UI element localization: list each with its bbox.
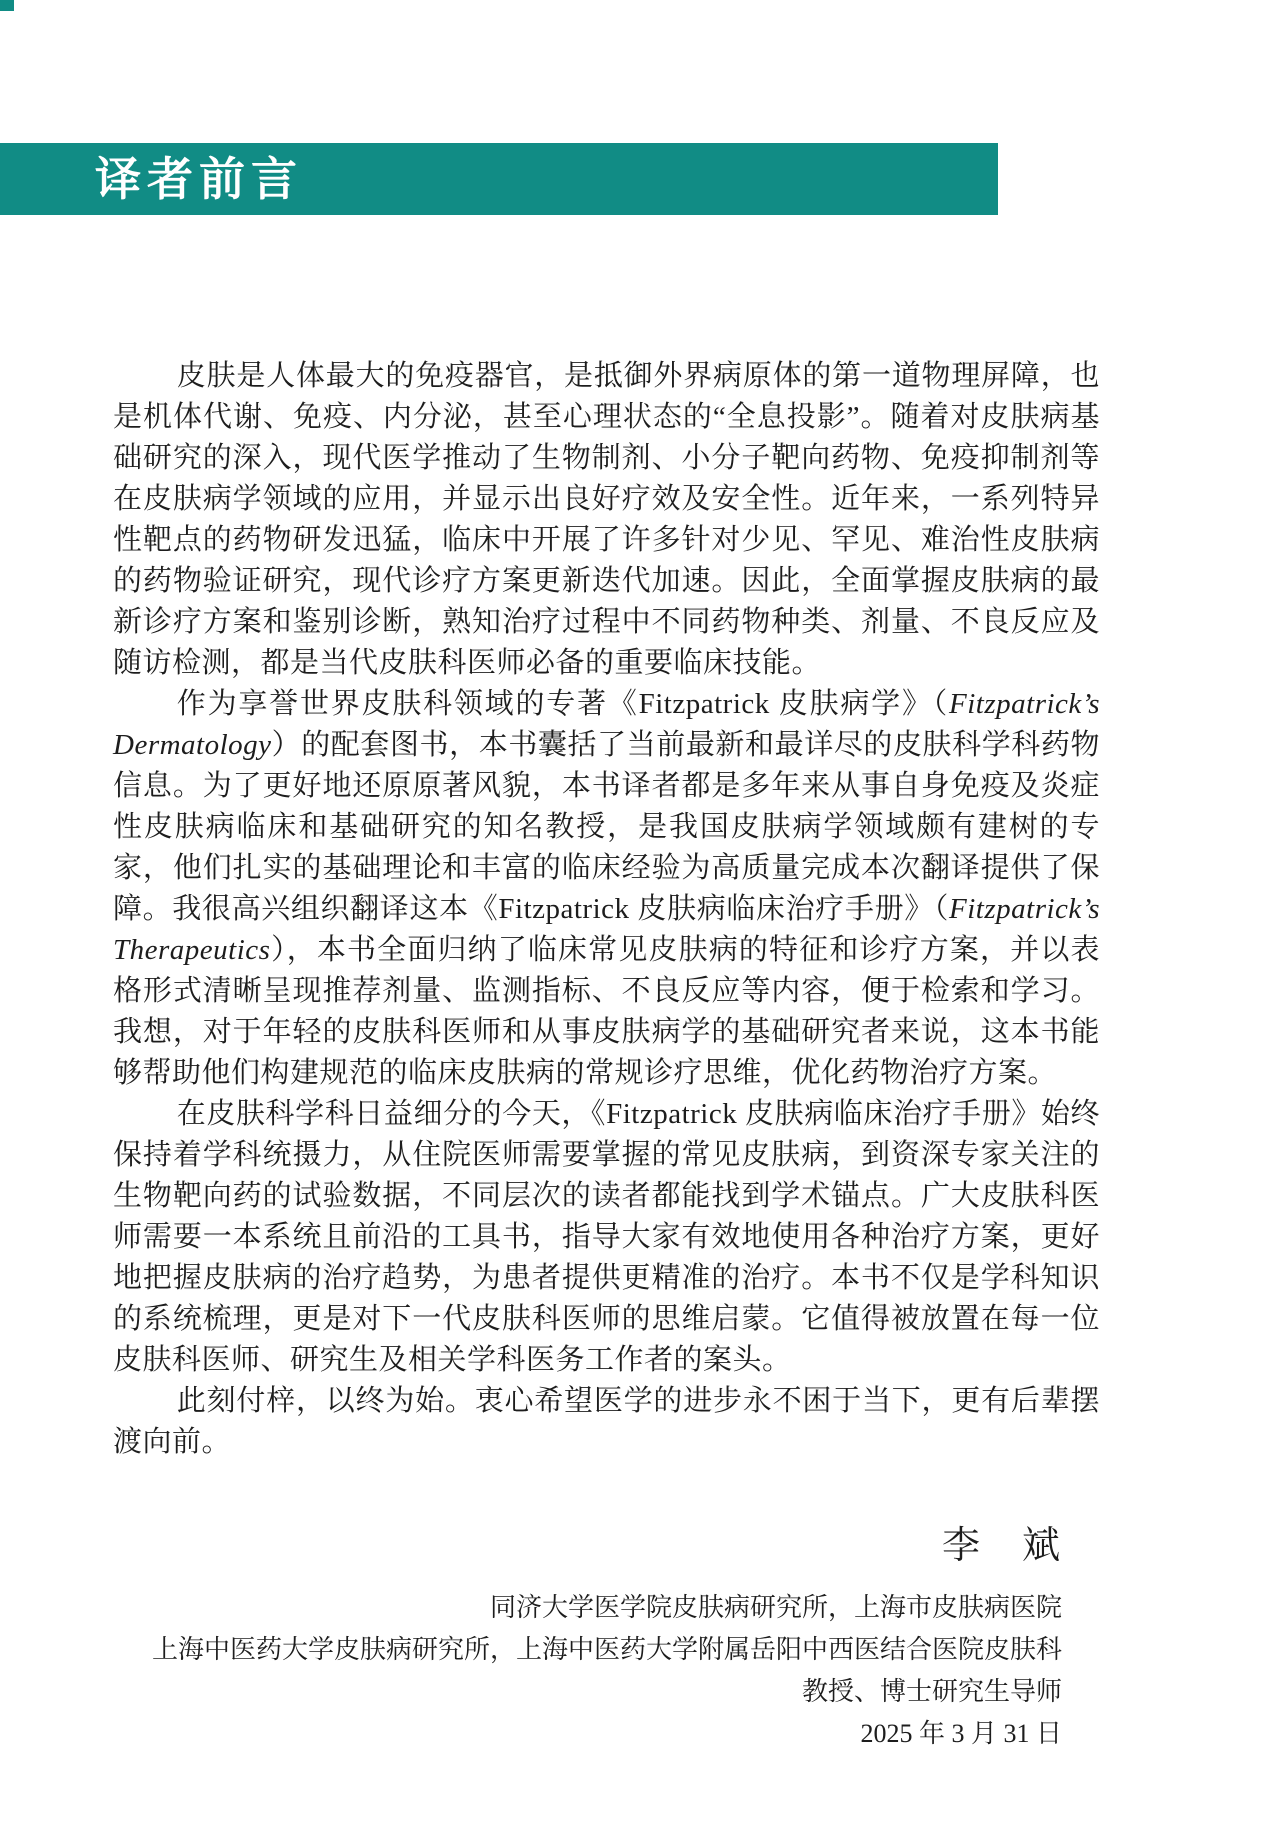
translator-name: 李 斌 bbox=[941, 1525, 1062, 1567]
affiliation-line-2: 上海中医药大学皮肤病研究所，上海中医药大学附属岳阳中西医结合医院皮肤科 bbox=[151, 1635, 1062, 1664]
signature-block bbox=[113, 1519, 1100, 1755]
preface-paragraphs bbox=[113, 356, 1100, 1463]
preface-paragraph: 皮肤是人体最大的免疫器官，是抵御外界病原体的第一道物理屏障，也是机体代谢、免疫、内分泌，甚至心理状态的“全息投影”。随着对皮肤病基础研究的深入，现代医学推动了生物制剂、小分子靶向药物、免疫抑制剂等在皮肤病学领域的应用，并显示出良好疗效及安全性。近年来，一系列特异性靶点的药物研发迅猛，临床中开展了许多针对少见、罕见、难治性皮肤病的药物验证研究，现代诊疗方案更新迭代加速。因此，全面掌握皮肤病的最新诊疗方案和鉴别诊断，熟知治疗过程中不同药物种类、剂量、不良反应及随访检测，都是当代皮肤科医师必备的重要临床技能。 bbox=[113, 360, 1100, 679]
preface-content bbox=[113, 356, 1100, 1755]
preface-paragraph: 在皮肤科学科日益细分的今天，《Fitzpatrick 皮肤病临床治疗手册》始终保持着学科统摄力，从住院医师需要掌握的常见皮肤病，到资深专家关注的生物靶向药的试验数据，不同层次的读者都能找到学术锚点。广大皮肤科医师需要一本系统且前沿的工具书，指导大家有效地使用各种治疗方案，更好地把握皮肤病的治疗趋势，为患者提供更精准的治疗。本书不仅是学科知识的系统梳理，更是对下一代皮肤科医师的思维启蒙。它值得被放置在每一位皮肤科医师、研究生及相关学科医务工作者的案头。 bbox=[113, 1098, 1100, 1376]
corner-accent-mark bbox=[0, 0, 14, 11]
preface-paragraph: 作为享誉世界皮肤科领域的专著《Fitzpatrick 皮肤病学》（Fitzpatrick’s Dermatology）的配套图书，本书囊括了当前最新和最详尽的皮肤科学科药物信息。为了更好地还原原著风貌，本书译者都是多年来从事自身免疫及炎症性皮肤病临床和基础研究的知名教授，是我国皮肤病学领域颇有建树的专家，他们扎实的基础理论和丰富的临床经验为高质量完成本次翻译提供了保障。我很高兴组织翻译这本《Fitzpatrick 皮肤病临床治疗手册》（Fitzpatrick’s Therapeutics），本书全面归纳了临床常见皮肤病的特征和诊疗方案，并以表格形式清晰呈现推荐剂量、监测指标、不良反应等内容，便于检索和学习。我想，对于年轻的皮肤科医师和从事皮肤病学的基础研究者来说，这本书能够帮助他们构建规范的临床皮肤病的常规诊疗思维，优化药物治疗方案。 bbox=[113, 688, 1100, 1089]
affiliation-line-1: 同济大学医学院皮肤病研究所，上海市皮肤病医院 bbox=[489, 1593, 1062, 1622]
chapter-title-band bbox=[0, 143, 998, 215]
date-line: 2025 年 3 月 31 日 bbox=[860, 1719, 1062, 1748]
role-line: 教授、博士研究生导师 bbox=[801, 1677, 1062, 1706]
preface-paragraph: 此刻付梓，以终为始。衷心希望医学的进步永不困于当下，更有后辈摆渡向前。 bbox=[113, 1385, 1100, 1458]
page-title: 译者前言 bbox=[95, 153, 303, 205]
